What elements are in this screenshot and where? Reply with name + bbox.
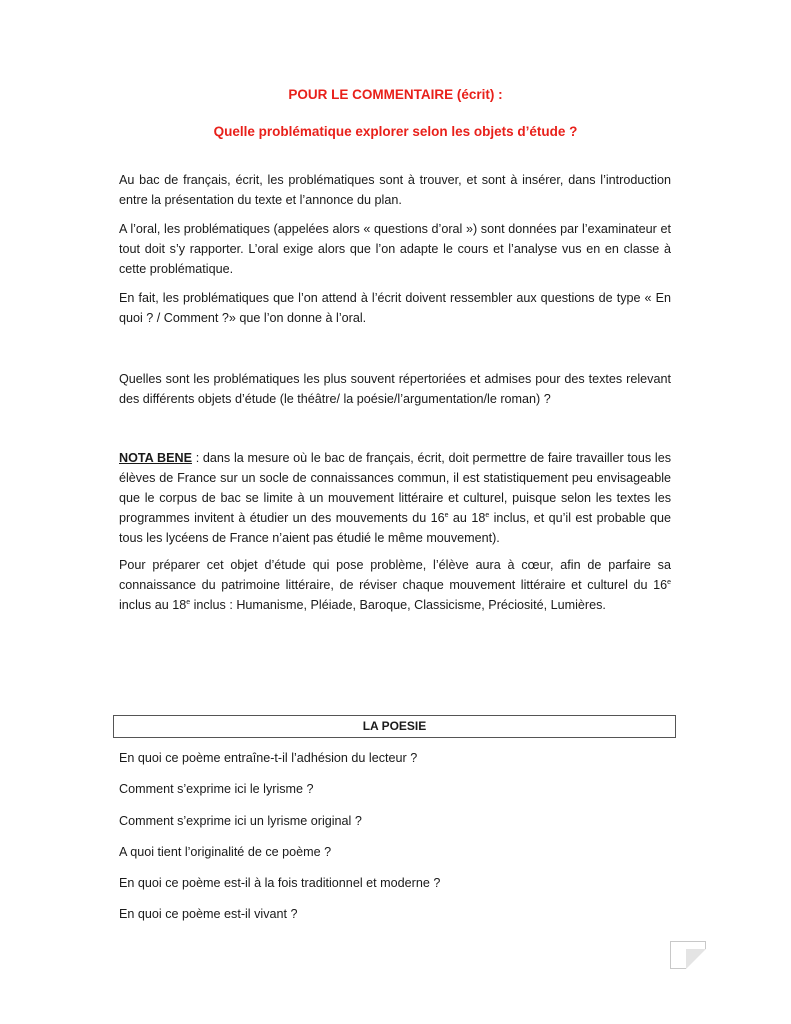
question-item: Comment s’exprime ici un lyrisme original ? [119, 814, 362, 828]
paragraph-in-fact: En fait, les problématiques que l’on attend à l’écrit doivent ressembler aux questions de type « En quoi ? / Comment ?» que l’on donne à l’oral. [119, 291, 671, 325]
document-subtitle: Quelle problématique explorer selon les objets d’étude ? [213, 124, 578, 139]
paragraph-nota-bene [119, 448, 671, 548]
preparation-text-a: Pour préparer cet objet d’étude qui pose problème, l’élève aura à cœur, afin de parfaire sa connaissance du patrimoine littéraire, de réviser chaque mouvement littéraire et culturel du 16 [119, 558, 671, 592]
preparation-text-c: inclus : Humanisme, Pléiade, Baroque, Classicisme, Préciosité, Lumières. [190, 598, 606, 612]
document-title: POUR LE COMMENTAIRE (écrit) : [288, 87, 503, 102]
preparation-sup-2: e [186, 599, 191, 606]
preparation-sup-1: e [667, 579, 671, 586]
paragraph-preparation [119, 555, 671, 615]
nota-bene-sup-2: e [485, 512, 490, 519]
page-number-box [670, 941, 706, 969]
question-item: En quoi ce poème est-il vivant ? [119, 907, 298, 921]
question-item: En quoi ce poème entraîne-t-il l’adhésion du lecteur ? [119, 751, 418, 765]
page-number: 1 [685, 948, 691, 959]
nota-bene-text-a: : dans la mesure où le bac de français, écrit, doit permettre de faire travailler tous les élèves de France sur un socle de connaissances commun, il est statistiquement peu envisageable que le corpus de bac se limite à un mouvement littéraire et culturel, puisque selon les textes les programmes invitent à étudier un des mouvements du 16 [119, 451, 671, 525]
section-box-poesie: LA POESIE [113, 715, 676, 738]
preparation-text-b: inclus au 18 [119, 598, 187, 612]
question-item: A quoi tient l’originalité de ce poème ? [119, 845, 332, 859]
nota-bene-text-c: inclus, et qu’il est probable que tous les lycéens de France n’aient pas étudié le même mouvement). [119, 511, 671, 545]
nota-bene-label: NOTA BENE [119, 451, 192, 465]
question-item: Comment s’exprime ici le lyrisme ? [119, 782, 314, 796]
page-curl-icon [686, 949, 706, 969]
paragraph-question: Quelles sont les problématiques les plus souvent répertoriées et admises pour des textes relevant des différents objets d’étude (le théâtre/ la poésie/l’argumentation/le roman) ? [119, 372, 671, 406]
nota-bene-sup-1: e [444, 512, 449, 519]
paragraph-oral: A l’oral, les problématiques (appelées alors « questions d’oral ») sont données par l’examinateur et tout doit s’y rapporter. L’oral exige alors que l’on adapte le cours et l’analyse vus en en classe à cette problématique. [119, 222, 671, 276]
question-item: En quoi ce poème est-il à la fois traditionnel et moderne ? [119, 876, 441, 890]
nota-bene-text-b: au 18 [448, 511, 486, 525]
paragraph-intro-written: Au bac de français, écrit, les problématiques sont à trouver, et sont à insérer, dans l’introduction entre la présentation du texte et l’annonce du plan. [119, 173, 671, 207]
